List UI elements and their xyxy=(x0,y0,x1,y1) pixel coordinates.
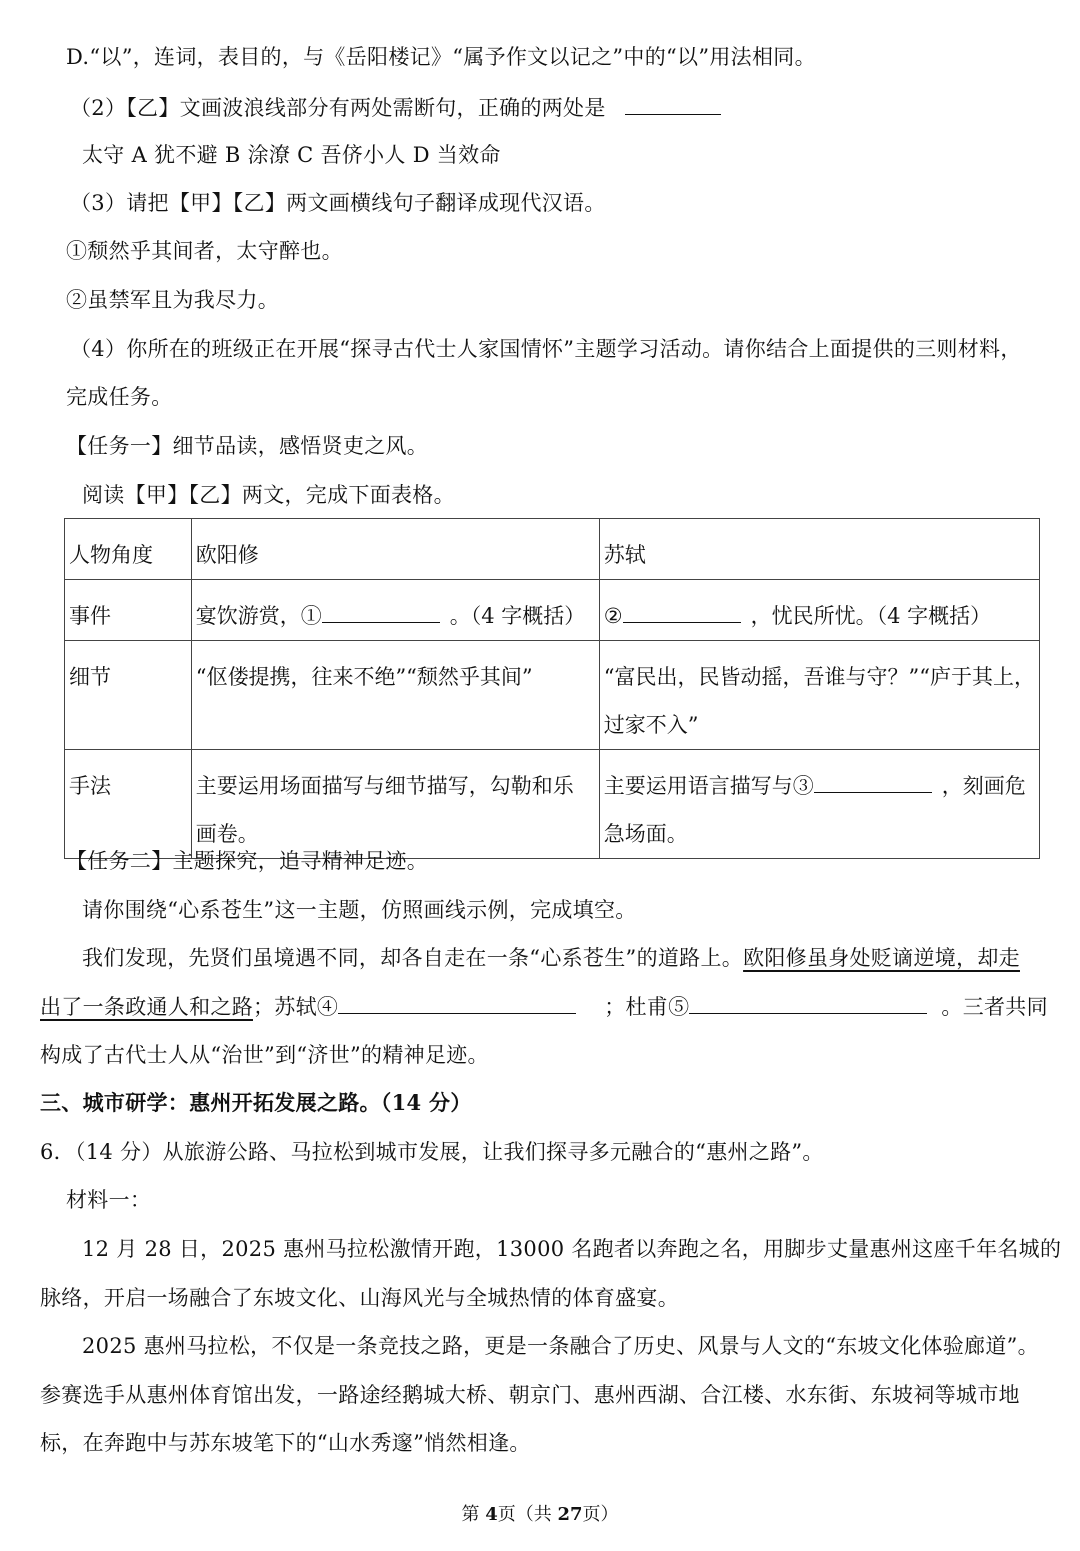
task-2-para-line1 xyxy=(82,943,1020,973)
answer-blank-3[interactable] xyxy=(814,770,932,793)
total-pages: 27 xyxy=(557,1504,583,1525)
task-2-text: 我们发现，先贤们虽境遇不同，却各自走在一条“心系苍生”的道路上。 xyxy=(82,946,744,970)
task-2-para-line2 xyxy=(40,991,1048,1022)
question-2 xyxy=(70,92,721,123)
footer-prefix: 第 xyxy=(461,1504,486,1525)
ouyang-event-note: 。（4 字概括） xyxy=(449,604,586,628)
cell-ouyang-technique: 主要运用场面描写与细节描写，勾勒和乐 画卷。 xyxy=(191,750,599,859)
row-label-detail: 细节 xyxy=(65,641,192,750)
page-footer xyxy=(0,1500,1080,1526)
header-ouyangxiu: 欧阳修 xyxy=(191,519,599,580)
cell-ouyang-event xyxy=(191,580,599,641)
sushi-technique-text: 主要运用语言描写与③ xyxy=(603,774,814,798)
sushi-prompt: ；苏轼④ xyxy=(253,995,339,1019)
header-perspective: 人物角度 xyxy=(65,519,192,580)
answer-blank-5[interactable] xyxy=(689,991,927,1014)
task-1-title: 【任务一】细节品读，感悟贤吏之风。 xyxy=(66,434,429,458)
example-underlined-1: 欧阳修虽身处贬谪逆境，却走 xyxy=(743,946,1020,970)
question-4: （4）你所在的班级正在开展“探寻古代士人家国情怀”主题学习活动。请你结合上面提供的三则材料， xyxy=(70,337,1022,361)
row-label-technique: 手法 xyxy=(65,750,192,859)
task-2-instruction: 请你围绕“心系苍生”这一主题，仿照画线示例，完成填空。 xyxy=(82,898,637,922)
sushi-event-num: ② xyxy=(603,604,623,628)
table-row-event xyxy=(65,580,1040,641)
task-2-title: 【任务二】主题探究，追寻精神足迹。 xyxy=(66,849,429,873)
question-4-cont: 完成任务。 xyxy=(66,385,173,409)
answer-blank-1[interactable] xyxy=(322,600,440,623)
cell-ouyang-detail: “伛偻提携，往来不绝”“颓然乎其间” xyxy=(191,641,599,750)
page-number: 4 xyxy=(485,1504,498,1525)
question-6: 6．（14 分）从旅游公路、马拉松到城市发展，让我们探寻多元融合的“惠州之路”。 xyxy=(40,1140,824,1164)
material-1-label: 材料一： xyxy=(66,1188,152,1212)
sentence-break-options: 太守 A 犹不避 B 涂潦 C 吾侪小人 D 当效命 xyxy=(82,143,501,167)
option-d-line: D.“以”，连词，表目的，与《岳阳楼记》“属予作文以记之”中的“以”用法相同。 xyxy=(66,45,816,69)
task-1-instruction: 阅读【甲】【乙】两文，完成下面表格。 xyxy=(82,483,455,507)
answer-blank-2-table[interactable] xyxy=(623,600,741,623)
table-row-detail xyxy=(65,641,1040,750)
ouyang-event-text: 宴饮游赏，① xyxy=(195,604,322,628)
header-sushi: 苏轼 xyxy=(599,519,1039,580)
cell-sushi-detail: “富民出，民皆动摇，吾谁与守？”“庐于其上， 过家不入” xyxy=(599,641,1039,750)
dufu-prompt: ；杜甫⑤ xyxy=(604,995,690,1019)
cell-sushi-event xyxy=(599,580,1039,641)
sushi-event-text: ，忧民所忧。（4 字概括） xyxy=(750,604,992,628)
material-1-para2-line2: 参赛选手从惠州体育馆出发，一路途经鹅城大桥、朝京门、惠州西湖、合江楼、水东街、东坡祠等城市地 xyxy=(40,1383,1020,1407)
material-1-para1-line1: 12 月 28 日，2025 惠州马拉松激情开跑，13000 名跑者以奔跑之名，用脚步丈量惠州这座千年名城的 xyxy=(82,1237,1062,1261)
footer-suffix: 页） xyxy=(582,1504,619,1525)
sushi-technique-tail: ，刻画危 xyxy=(941,774,1026,798)
footer-mid: 页（共 xyxy=(497,1504,558,1525)
question-2-text: （2）【乙】文画波浪线部分有两处需断句，正确的两处是 xyxy=(70,96,606,120)
comparison-table xyxy=(64,518,1040,859)
section-3-heading: 三、城市研学：惠州开拓发展之路。（14 分） xyxy=(40,1090,472,1115)
answer-blank-4[interactable] xyxy=(338,991,576,1014)
material-1-para1-line2: 脉络，开启一场融合了东坡文化、山海风光与全城热情的体育盛宴。 xyxy=(40,1286,679,1310)
translate-item-1: ①颓然乎其间者，太守醉也。 xyxy=(66,239,343,263)
question-3: （3）请把【甲】【乙】两文画横线句子翻译成现代汉语。 xyxy=(70,191,606,215)
cell-sushi-technique: 主要运用语言描写与③ ，刻画危 急场面。 xyxy=(599,750,1039,859)
material-1-para2-line1: 2025 惠州马拉松，不仅是一条竞技之路，更是一条融合了历史、风景与人文的“东坡文化体验廊道”。 xyxy=(82,1334,1039,1358)
example-underlined-2: 出了一条政通人和之路 xyxy=(40,995,253,1019)
table-header-row xyxy=(65,519,1040,580)
translate-item-2: ②虽禁军且为我尽力。 xyxy=(66,288,279,312)
task-2-tail: 。三者共同 xyxy=(941,995,1048,1019)
material-1-para2-line3: 标，在奔跑中与苏东坡笔下的“山水秀邃”悄然相逢。 xyxy=(40,1431,531,1455)
task-2-para-line3: 构成了古代士人从“治世”到“济世”的精神足迹。 xyxy=(40,1043,489,1067)
table-row-technique xyxy=(65,750,1040,859)
answer-blank-2[interactable] xyxy=(625,92,721,115)
row-label-event: 事件 xyxy=(65,580,192,641)
